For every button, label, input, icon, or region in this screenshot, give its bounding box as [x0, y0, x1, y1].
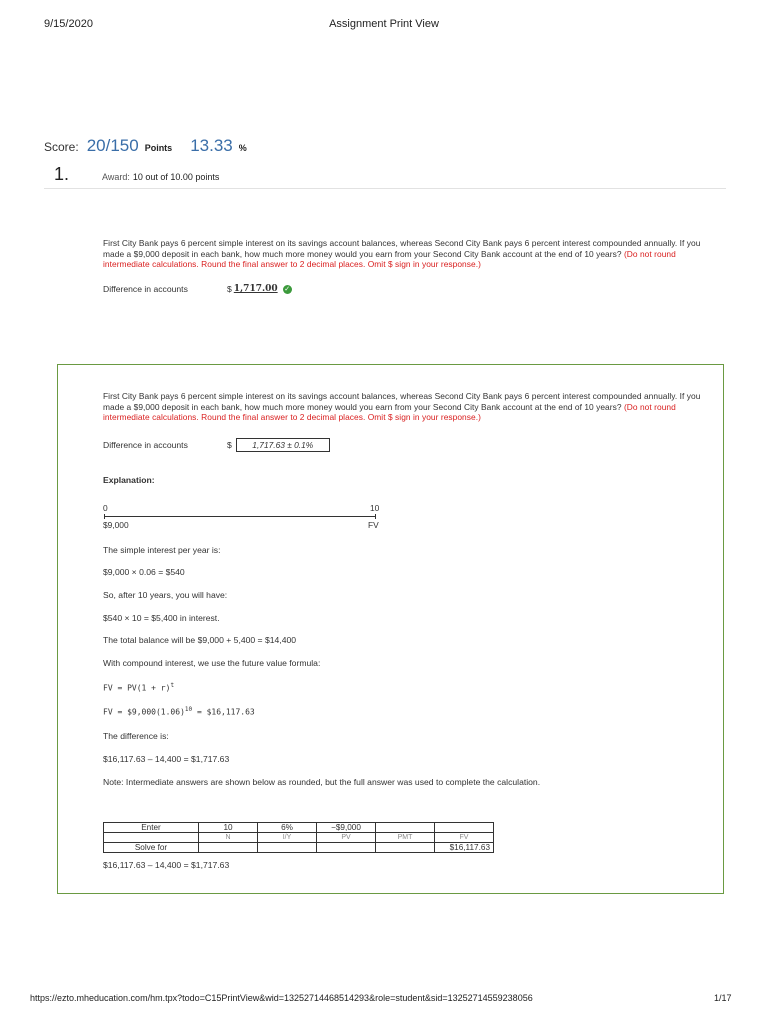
- explanation-line: $9,000 × 0.06 = $540: [103, 567, 185, 577]
- page-number: 1/17: [714, 993, 732, 1003]
- table-row: [104, 833, 494, 843]
- timeline-start: 0: [103, 503, 108, 513]
- explanation-title: Explanation:: [103, 475, 155, 485]
- question-instructions-repeat: (Do not round intermediate calculations. Round the final answer to 2 decimal places. Omit $ sign in your response.): [103, 401, 676, 423]
- table-cell: PMT: [376, 833, 435, 843]
- table-cell: I/Y: [258, 833, 317, 843]
- explanation-line: The simple interest per year is:: [103, 545, 221, 555]
- timeline-tick-end: [375, 514, 376, 519]
- difference-calc: $16,117.63 – 14,400 = $1,717.63: [103, 754, 230, 764]
- table-cell: 10: [199, 823, 258, 833]
- question-instructions: (Do not round intermediate calculations. Round the final answer to 2 decimal places. Omit $ sign in your response.): [103, 248, 676, 270]
- table-cell: [258, 843, 317, 853]
- explanation-line: $540 × 10 = $5,400 in interest.: [103, 613, 220, 623]
- timeline-pv: $9,000: [103, 520, 129, 530]
- formula-fv-general: FV = $PV(1 + r)^t$: [103, 682, 175, 693]
- question-header: [54, 164, 219, 185]
- score-row: [44, 136, 265, 160]
- answer-label: Difference in accounts: [103, 284, 188, 294]
- timeline-line: [104, 516, 376, 517]
- table-row: [104, 843, 494, 853]
- table-cell: [199, 843, 258, 853]
- timeline-fv: FV: [368, 520, 379, 530]
- table-cell: PV: [317, 833, 376, 843]
- table-summary: $16,117.63 – 14,400 = $1,717.63: [103, 860, 230, 870]
- score-percent-unit: %: [238, 143, 247, 153]
- question-text: [103, 238, 721, 270]
- timeline-end: 10: [370, 503, 380, 513]
- divider: [44, 188, 726, 189]
- difference-label: The difference is:: [103, 731, 169, 741]
- timeline-tick-start: [104, 514, 105, 519]
- table-cell: [435, 823, 494, 833]
- table-row: [104, 823, 494, 833]
- award-value: 10 out of 10.00 points: [132, 172, 220, 182]
- question-body-repeat: First City Bank pays 6 percent simple interest on its savings account balances, whereas Second City Bank pays 6 percent interest compounded annually. If you made a $9,000 deposit in each bank, how much more money would you earn from your Second City Bank account at the end of 10 years?: [103, 391, 701, 412]
- rounding-note: Note: Intermediate answers are shown below as rounded, but the full answer was used to complete the calculation.: [103, 777, 541, 787]
- currency-symbol: $: [227, 284, 232, 294]
- correct-answer-row: [103, 438, 330, 452]
- page-title: Assignment Print View: [329, 18, 439, 30]
- explanation-line: With compound interest, we use the future value formula:: [103, 658, 321, 668]
- table-cell: [104, 833, 199, 843]
- table-cell: $16,117.63: [435, 843, 494, 853]
- correct-currency-symbol: $: [227, 440, 232, 450]
- calculator-table: [103, 822, 494, 853]
- correct-answer-label: Difference in accounts: [103, 440, 188, 450]
- table-cell: Solve for: [104, 843, 199, 853]
- score-unit: Points: [144, 143, 173, 153]
- formula-fv-applied: FV = $\$9,000(1.06)^{10}$ = $16,117.63: [103, 706, 255, 717]
- table-cell: FV: [435, 833, 494, 843]
- correct-answer-box: 1,717.63 ± 0.1%: [236, 438, 330, 452]
- explanation-line: So, after 10 years, you will have:: [103, 590, 228, 600]
- award-label: Award:: [102, 172, 130, 182]
- question-body: First City Bank pays 6 percent simple interest on its savings account balances, whereas Second City Bank pays 6 percent interest compounded annually. If you made a $9,000 deposit in each bank, how much more money would you earn from your Second City Bank account at the end of 10 years?: [103, 238, 701, 259]
- table-cell: Enter: [104, 823, 199, 833]
- page-url: https://ezto.mheducation.com/hm.tpx?todo=C15PrintView&wid=13252714468514293&role=student&sid=13252714559238056: [30, 993, 533, 1003]
- question-number: 1.: [54, 164, 70, 184]
- print-date: 9/15/2020: [44, 18, 93, 30]
- table-cell: 6%: [258, 823, 317, 833]
- table-cell: [376, 843, 435, 853]
- score-label: Score:: [44, 140, 79, 154]
- table-cell: N: [199, 833, 258, 843]
- score-value: 20/150: [86, 136, 139, 155]
- table-cell: [376, 823, 435, 833]
- student-answer: 1,717.00: [233, 284, 278, 294]
- question-text-repeat: [103, 391, 721, 423]
- table-cell: −$9,000: [317, 823, 376, 833]
- check-icon: ✓: [284, 285, 291, 293]
- table-cell: [317, 843, 376, 853]
- answer-row: [103, 284, 292, 294]
- explanation-line: The total balance will be $9,000 + 5,400 = $14,400: [103, 635, 297, 645]
- score-percent: 13.33: [190, 136, 233, 155]
